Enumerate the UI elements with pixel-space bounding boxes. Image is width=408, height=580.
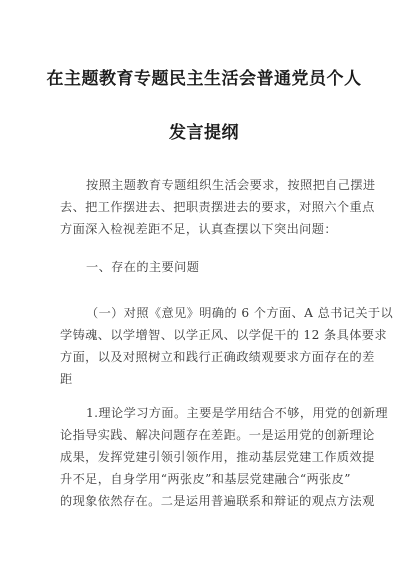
text-line: 学铸魂、以学增智、以学正风、以学促干的 12 条具体要求 <box>60 328 387 342</box>
text-line: （一）对照《意见》明确的 6 个方面、A 总书记关于以 <box>86 306 394 320</box>
text-line: 方面，以及对照树立和践行正确政绩观要求方面存在的差 <box>60 350 375 364</box>
section-heading-text: 一、存在的主要问题 <box>86 260 200 274</box>
intro-paragraph <box>60 174 376 240</box>
text-line: 升不足，自身学用“两张皮”和基层党建融合“两张皮” <box>60 472 351 486</box>
text-line: 距 <box>60 372 73 386</box>
text-line: 方面深入检视差距不足，认真查摆以下突出问题： <box>60 222 337 236</box>
text-line: 成果，发挥党建引领引领作用，推动基层党建工作质效提 <box>60 450 375 464</box>
subsection-paragraph <box>60 302 394 390</box>
text-line: 的现象依然存在。二是运用普遍联系和辩证的观点方法观 <box>60 494 375 508</box>
section-heading <box>60 256 350 278</box>
document-title-line-2: 发言提纲 <box>169 123 239 143</box>
text-line: 论指导实践、解决问题存在差距。一是运用党的创新理论 <box>60 428 375 442</box>
text-line: 去、把工作摆进去、把职责摆进去的要求，对照六个重点 <box>60 200 375 214</box>
text-line: 按照主题教育专题组织生活会要求，按照把自己摆进 <box>86 178 376 192</box>
document-title-line-1: 在主题教育专题民主生活会普通党员个人 <box>46 69 362 89</box>
text-line: 1.理论学习方面。主要是学用结合不够，用党的创新理 <box>86 406 388 420</box>
item-paragraph <box>60 402 388 512</box>
